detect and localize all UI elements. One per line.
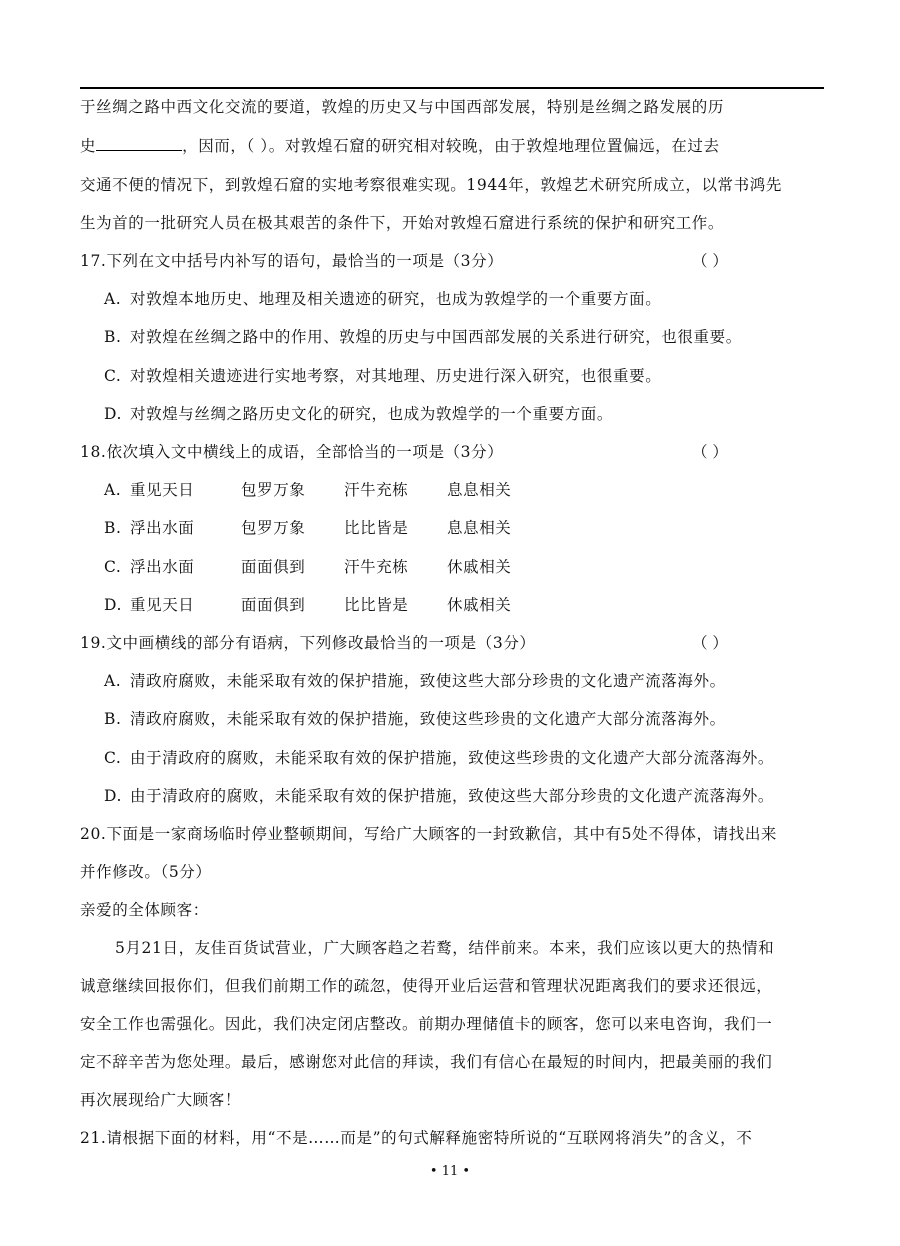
q17-option-c xyxy=(104,366,661,386)
q18-option-d-word-3: 比比皆是 xyxy=(344,596,409,614)
letter-line-3: 安全工作也需强化。因此，我们决定闭店整改。前期办理储值卡的顾客，您可以来电咨询，我们一 xyxy=(80,1015,773,1033)
option-text: 对敦煌本地历史、地理及相关遗迹的研究，也成为敦煌学的一个重要方面。 xyxy=(130,290,662,308)
letter-line-1: 5月21日，友佳百货试营业，广大顾客趋之若鹜，结伴前来。本来，我们应该以更大的热情和 xyxy=(115,939,775,957)
header-rule xyxy=(80,87,824,89)
q18-option-a-word-1: 重见天日 xyxy=(130,481,195,499)
q18-option-c-word-4: 休戚相关 xyxy=(447,558,512,576)
q18-option-c-word-3: 汗牛充栋 xyxy=(344,558,409,576)
q19-stem: 19.文中画横线的部分有语病，下列修改最恰当的一项是（3分） xyxy=(80,634,536,652)
q19-option-b xyxy=(104,709,726,729)
letter-line-2: 诚意继续回报你们，但我们前期工作的疏忽，使得开业后运营和管理状况距离我们的要求还很远， xyxy=(80,977,773,995)
q18-answer-paren: （ ） xyxy=(692,443,728,461)
q18-option-a-label: A. xyxy=(104,481,122,499)
q18-option-b-word-2: 包罗万象 xyxy=(241,519,306,537)
option-label: D. xyxy=(104,787,123,805)
q19-option-c xyxy=(104,748,774,768)
q18-option-d-word-4: 休戚相关 xyxy=(447,596,512,614)
option-text: 清政府腐败，未能采取有效的保护措施，致使这些大部分珍贵的文化遗产流落海外。 xyxy=(130,672,726,690)
passage-line-3: 交通不便的情况下，到敦煌石窟的实地考察很难实现。1944年，敦煌艺术研究所成立，以常书鸿先 xyxy=(80,176,782,194)
q17-stem: 17.下列在文中括号内补写的语句，最恰当的一项是（3分） xyxy=(80,252,504,270)
q17-option-d xyxy=(104,404,613,424)
q18-option-b-word-4: 息息相关 xyxy=(447,519,512,537)
option-label: D. xyxy=(104,405,123,423)
q19-answer-paren: （ ） xyxy=(692,634,728,652)
q19-option-a xyxy=(104,671,726,691)
letter-line-5: 再次展现给广大顾客！ xyxy=(80,1091,242,1109)
option-label: C. xyxy=(104,367,122,385)
q17-option-a xyxy=(104,289,661,309)
q19-option-d xyxy=(104,786,774,806)
q20-stem-line-2: 并作修改。（5分） xyxy=(80,863,212,881)
option-text: 由于清政府的腐败，未能采取有效的保护措施，致使这些珍贵的文化遗产大部分流落海外。 xyxy=(130,749,775,767)
q20-stem-line-1: 20.下面是一家商场临时停业整顿期间，写给广大顾客的一封致歉信，其中有5处不得体，请找出来 xyxy=(80,825,778,843)
fill-blank xyxy=(96,136,182,151)
q18-option-d-word-2: 面面俱到 xyxy=(241,596,306,614)
page-number: • 11 • xyxy=(429,1164,471,1179)
q18-stem: 18.依次填入文中横线上的成语，全部恰当的一项是（3分） xyxy=(80,443,504,461)
q18-option-c-word-2: 面面俱到 xyxy=(241,558,306,576)
q18-option-c-word-1: 浮出水面 xyxy=(130,558,195,576)
q21-stem: 21.请根据下面的材料，用“不是……而是”的句式解释施密特所说的“互联网将消失”的含义，不 xyxy=(80,1129,753,1147)
q18-option-b-word-1: 浮出水面 xyxy=(130,519,195,537)
passage-line-2-end: ，因而，（ ）。对敦煌石窟的研究相对较晚，由于敦煌地理位置偏远，在过去 xyxy=(182,137,720,155)
option-text: 清政府腐败，未能采取有效的保护措施，致使这些珍贵的文化遗产大部分流落海外。 xyxy=(130,710,726,728)
option-label: B. xyxy=(104,328,122,346)
q18-option-b-word-3: 比比皆是 xyxy=(344,519,409,537)
q18-option-a-word-3: 汗牛充栋 xyxy=(344,481,409,499)
letter-line-4: 定不辞辛苦为您处理。最后，感谢您对此信的拜读，我们有信心在最短的时间内，把最美丽的我们 xyxy=(80,1053,773,1071)
passage-line-2-start: 史 xyxy=(80,137,97,155)
option-label: A. xyxy=(104,290,122,308)
option-label: B. xyxy=(104,710,122,728)
q17-answer-paren: （ ） xyxy=(692,252,728,270)
q18-option-b-label: B. xyxy=(104,519,122,537)
option-label: C. xyxy=(104,749,122,767)
q17-option-b xyxy=(104,327,742,347)
option-text: 对敦煌与丝绸之路历史文化的研究，也成为敦煌学的一个重要方面。 xyxy=(130,405,614,423)
option-text: 对敦煌在丝绸之路中的作用、敦煌的历史与中国西部发展的关系进行研究，也很重要。 xyxy=(130,328,742,346)
q18-option-a-word-2: 包罗万象 xyxy=(241,481,306,499)
q18-option-a-word-4: 息息相关 xyxy=(447,481,512,499)
q18-option-c-label: C. xyxy=(104,558,122,576)
option-text: 由于清政府的腐败，未能采取有效的保护措施，致使这些大部分珍贵的文化遗产流落海外。 xyxy=(130,787,775,805)
passage-line-2 xyxy=(80,136,720,156)
option-text: 对敦煌相关遗迹进行实地考察，对其地理、历史进行深入研究，也很重要。 xyxy=(130,367,662,385)
q18-option-d-word-1: 重见天日 xyxy=(130,596,195,614)
passage-line-4: 生为首的一批研究人员在极其艰苦的条件下，开始对敦煌石窟进行系统的保护和研究工作。 xyxy=(80,214,725,232)
option-label: A. xyxy=(104,672,122,690)
q18-option-d-label: D. xyxy=(104,596,123,614)
letter-greeting: 亲爱的全体顾客： xyxy=(80,901,209,919)
passage-line-1: 于丝绸之路中西文化交流的要道，敦煌的历史又与中国西部发展，特别是丝绸之路发展的历 xyxy=(80,98,725,116)
